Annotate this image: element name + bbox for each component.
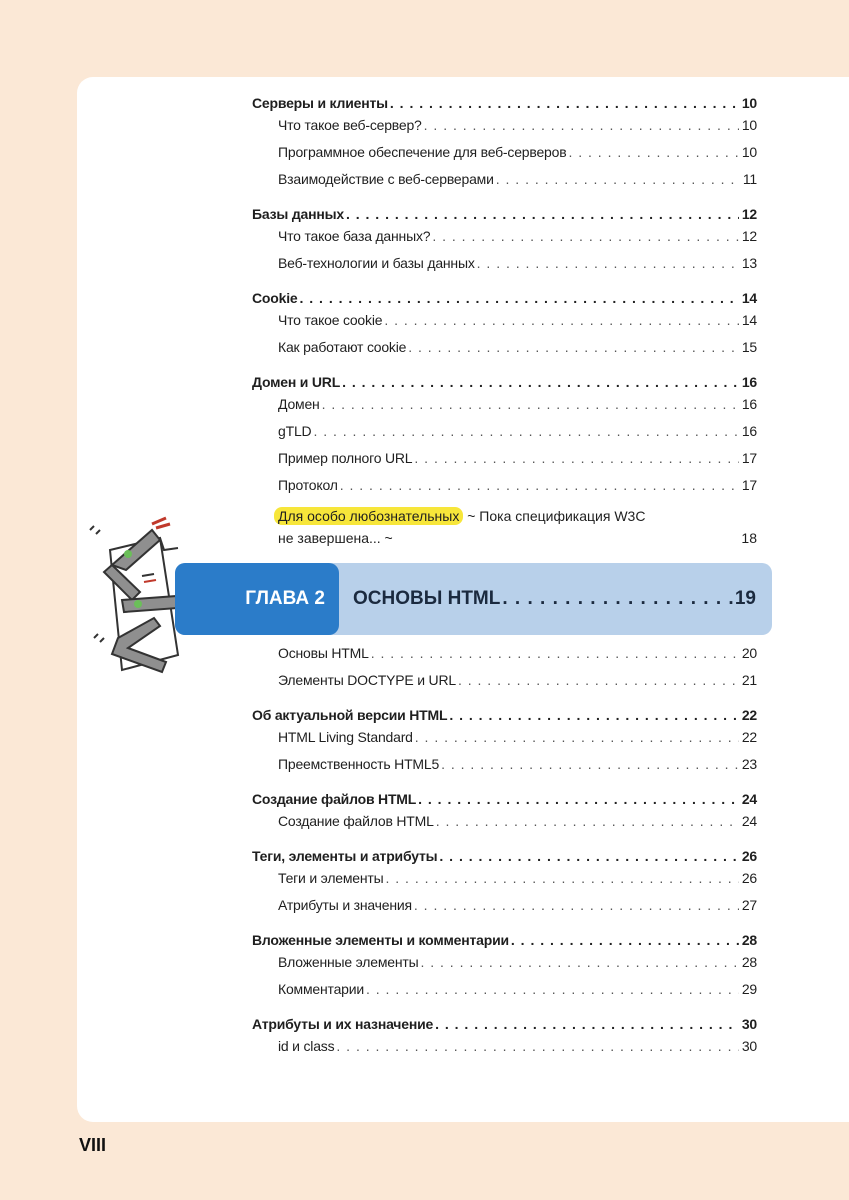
toc-section-row[interactable] bbox=[252, 374, 757, 396]
toc-subsection-row[interactable] bbox=[252, 897, 757, 924]
toc-entry-title: Основы HTML bbox=[278, 645, 369, 661]
toc-subsection-row[interactable] bbox=[252, 144, 757, 171]
toc-special-entry bbox=[252, 501, 757, 549]
dot-leader bbox=[386, 870, 740, 886]
dot-leader bbox=[496, 171, 739, 187]
page-number: 24 bbox=[741, 813, 757, 829]
dot-leader bbox=[384, 312, 739, 328]
special-entry-rest: ~ Пока спецификация W3C bbox=[467, 508, 646, 524]
page-number: 15 bbox=[741, 339, 757, 355]
page-number: 17 bbox=[741, 450, 757, 466]
page-number: 10 bbox=[741, 95, 757, 111]
toc-entry-title: Домен и URL bbox=[252, 374, 341, 390]
toc-entry-title: Создание файлов HTML bbox=[278, 813, 434, 829]
dot-leader bbox=[336, 1038, 739, 1054]
dot-leader bbox=[313, 423, 739, 439]
toc-section-row[interactable] bbox=[252, 932, 757, 954]
chapter-title-row bbox=[353, 563, 756, 635]
toc-subsection-row[interactable] bbox=[252, 981, 757, 1008]
toc-subsection-row[interactable] bbox=[252, 117, 757, 144]
toc-subsection-row[interactable] bbox=[252, 477, 757, 504]
toc-subsection-row[interactable] bbox=[252, 396, 757, 423]
dot-leader bbox=[568, 144, 739, 160]
page-number: 14 bbox=[741, 312, 757, 328]
toc-entry-title: Что такое база данных? bbox=[278, 228, 431, 244]
toc-entry-title: Что такое cookie bbox=[278, 312, 383, 328]
toc-entry-title: Что такое веб-сервер? bbox=[278, 117, 422, 133]
page-number: 23 bbox=[741, 756, 757, 772]
page-number: 17 bbox=[741, 477, 757, 493]
dot-leader bbox=[415, 729, 739, 745]
page-number: 30 bbox=[741, 1016, 757, 1032]
page-number: 16 bbox=[741, 423, 757, 439]
page-number: 10 bbox=[741, 117, 757, 133]
toc-entry-title: Атрибуты и значения bbox=[278, 897, 412, 913]
toc-entry-title: Пример полного URL bbox=[278, 450, 413, 466]
page-number: 11 bbox=[742, 171, 757, 187]
toc-entry-title: Вложенные элементы bbox=[278, 954, 419, 970]
toc-subsection-row[interactable] bbox=[252, 954, 757, 981]
chapter-banner[interactable] bbox=[175, 563, 772, 635]
toc-entry-title: Как работают cookie bbox=[278, 339, 407, 355]
dot-leader bbox=[371, 645, 739, 661]
toc-subsection-row[interactable] bbox=[252, 756, 757, 783]
page-number: 26 bbox=[741, 870, 757, 886]
special-entry[interactable] bbox=[252, 505, 757, 549]
toc-entry-title: Cookie bbox=[252, 290, 298, 306]
page-number: 13 bbox=[741, 255, 757, 271]
special-entry-highlight: Для особо любознательных bbox=[274, 507, 463, 525]
toc-entry-title: Об актуальной версии HTML bbox=[252, 707, 448, 723]
page-number: 16 bbox=[741, 396, 757, 412]
dot-leader bbox=[418, 791, 739, 807]
dot-leader bbox=[299, 290, 739, 306]
toc-entry-title: Протокол bbox=[278, 477, 338, 493]
dot-leader bbox=[366, 981, 739, 997]
dot-leader bbox=[408, 339, 739, 355]
page-number: 30 bbox=[741, 1038, 757, 1054]
toc-entry-title: Домен bbox=[278, 396, 320, 412]
page-number: 28 bbox=[741, 932, 757, 948]
dot-leader bbox=[436, 813, 739, 829]
toc-subsection-row[interactable] bbox=[252, 339, 757, 366]
page-folio: VIII bbox=[79, 1135, 107, 1155]
toc-section-row[interactable] bbox=[252, 1016, 757, 1038]
page-number: 29 bbox=[741, 981, 757, 997]
page-number: 22 bbox=[741, 729, 757, 745]
dot-leader bbox=[502, 588, 732, 610]
page-number: 28 bbox=[741, 954, 757, 970]
toc-subsection-row[interactable] bbox=[252, 312, 757, 339]
page-number: 22 bbox=[741, 707, 757, 723]
dot-leader bbox=[435, 1016, 739, 1032]
page-number: 21 bbox=[741, 672, 757, 688]
dot-leader bbox=[420, 954, 739, 970]
toc-entry-title: id и class bbox=[278, 1038, 335, 1054]
dot-leader bbox=[342, 374, 739, 390]
chapter-label: ГЛАВА 2 bbox=[175, 563, 339, 635]
toc-subsection-row[interactable] bbox=[252, 813, 757, 840]
toc-section-row[interactable] bbox=[252, 206, 757, 228]
toc-entry-title: Теги и элементы bbox=[278, 870, 384, 886]
toc-subsection-row[interactable] bbox=[252, 729, 757, 756]
dot-leader bbox=[390, 95, 739, 111]
toc-entry-title: Базы данных bbox=[252, 206, 344, 222]
dot-leader bbox=[477, 255, 739, 271]
toc-entry-title: Создание файлов HTML bbox=[252, 791, 417, 807]
dot-leader bbox=[346, 206, 739, 222]
dot-leader bbox=[432, 228, 739, 244]
toc-entry-title: HTML Living Standard bbox=[278, 729, 413, 745]
toc-section-row[interactable] bbox=[252, 290, 757, 312]
page-number: 26 bbox=[741, 848, 757, 864]
chapter-page-number: 19 bbox=[734, 588, 756, 609]
dot-leader bbox=[511, 932, 739, 948]
toc-entry-title: Вложенные элементы и комментарии bbox=[252, 932, 509, 948]
toc-section-row[interactable] bbox=[252, 95, 757, 117]
toc-entry-title: Серверы и клиенты bbox=[252, 95, 388, 111]
toc-bottom-section bbox=[252, 645, 757, 1065]
toc-section-row[interactable] bbox=[252, 848, 757, 870]
dot-leader bbox=[441, 756, 739, 772]
toc-subsection-row[interactable] bbox=[252, 255, 757, 282]
dot-leader bbox=[340, 477, 739, 493]
page-number: 12 bbox=[741, 206, 757, 222]
toc-section-row[interactable] bbox=[252, 791, 757, 813]
toc-top-section bbox=[252, 95, 757, 504]
toc-entry-title: Преемственность HTML5 bbox=[278, 756, 440, 772]
dot-leader bbox=[414, 897, 739, 913]
toc-entry-title: Взаимодействие с веб-серверами bbox=[278, 171, 494, 187]
dot-leader bbox=[439, 848, 739, 864]
toc-subsection-row[interactable] bbox=[252, 171, 757, 198]
dot-leader bbox=[449, 707, 739, 723]
page-number: 16 bbox=[741, 374, 757, 390]
toc-entry-title: gTLD bbox=[278, 423, 312, 439]
toc-entry-title: Атрибуты и их назначение bbox=[252, 1016, 434, 1032]
toc-entry-title: Комментарии bbox=[278, 981, 364, 997]
toc-subsection-row[interactable] bbox=[252, 1038, 757, 1065]
toc-subsection-row[interactable] bbox=[252, 228, 757, 255]
toc-entry-title: Веб-технологии и базы данных bbox=[278, 255, 475, 271]
page-number: 27 bbox=[741, 897, 757, 913]
page-number: 10 bbox=[741, 144, 757, 160]
toc-subsection-row[interactable] bbox=[252, 423, 757, 450]
page-number: 12 bbox=[741, 228, 757, 244]
page-number: 14 bbox=[741, 290, 757, 306]
toc-entry-title: Элементы DOCTYPE и URL bbox=[278, 672, 456, 688]
toc-entry-title: Программное обеспечение для веб-серверов bbox=[278, 144, 567, 160]
toc-entry-title: Теги, элементы и атрибуты bbox=[252, 848, 438, 864]
toc-section-row[interactable] bbox=[252, 707, 757, 729]
chapter-title: ОСНОВЫ HTML bbox=[353, 588, 501, 609]
dot-leader bbox=[322, 396, 739, 412]
toc-subsection-row[interactable] bbox=[252, 870, 757, 897]
toc-subsection-row[interactable] bbox=[252, 645, 757, 672]
toc-subsection-row[interactable] bbox=[252, 672, 757, 699]
dot-leader bbox=[414, 450, 739, 466]
dot-leader bbox=[458, 672, 739, 688]
dot-leader bbox=[424, 117, 739, 133]
page-number: 24 bbox=[741, 791, 757, 807]
page-number: 18 bbox=[741, 530, 757, 546]
toc-subsection-row[interactable] bbox=[252, 450, 757, 477]
page-number: 20 bbox=[741, 645, 757, 661]
special-entry-line2: не завершена... ~ bbox=[278, 530, 393, 546]
